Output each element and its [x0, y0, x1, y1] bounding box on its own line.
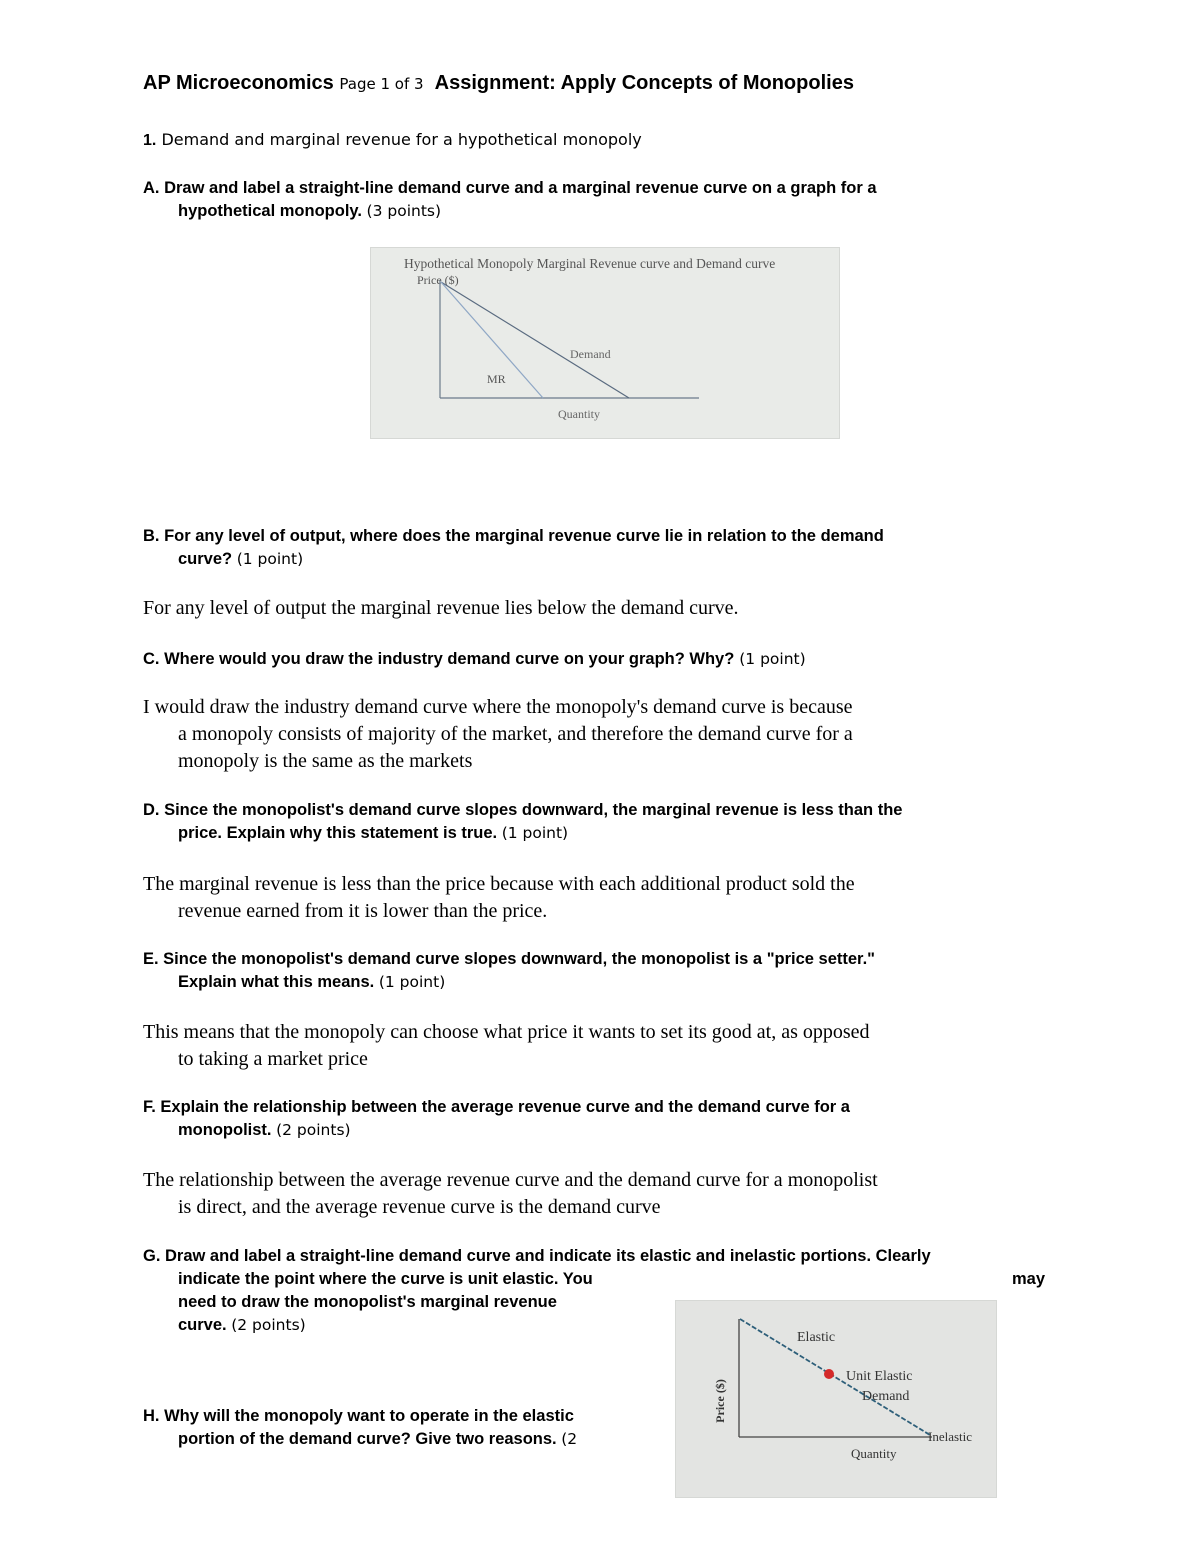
question-e-line2: Explain what this means.: [178, 973, 375, 991]
page-header: [143, 72, 854, 95]
answer-e-line1: This means that the monopoly can choose what price it wants to set its good at, as opposed: [143, 1021, 870, 1043]
answer-d-line2: revenue earned from it is lower than the price.: [178, 900, 548, 922]
assignment-title: Assignment: Apply Concepts of Monopolies: [434, 72, 854, 94]
answer-e-line2: to taking a market price: [178, 1048, 368, 1070]
question-h-line1: H. Why will the monopoly want to operate in the elastic: [143, 1407, 574, 1425]
question-g: [143, 1245, 1063, 1268]
question-h-points: (2: [561, 1430, 578, 1448]
figure2-inelastic-label: Inelastic: [928, 1429, 973, 1444]
section-number: 1.: [143, 132, 157, 149]
figure2-x-label: Quantity: [851, 1446, 897, 1461]
figure2-demand-label: Demand: [862, 1389, 910, 1404]
answer-c-line3: monopoly is the same as the markets: [178, 750, 473, 772]
question-d: [143, 799, 1063, 845]
question-g-continued: [178, 1268, 678, 1337]
figure1-demand-label: Demand: [570, 347, 611, 361]
question-g-line1: G. Draw and label a straight-line demand curve and indicate its elastic and inelastic portions. Clearly: [143, 1247, 931, 1265]
question-h: [143, 1405, 663, 1451]
section-heading: [143, 130, 642, 150]
question-d-line1: D. Since the monopolist's demand curve slopes downward, the marginal revenue is less than the: [143, 801, 903, 819]
figure-monopoly-svg: [371, 248, 839, 438]
answer-f: [143, 1167, 1043, 1221]
question-e-line1: E. Since the monopolist's demand curve slopes downward, the monopolist is a "price setter.": [143, 950, 875, 968]
figure2-unit-elastic-label: Unit Elastic: [846, 1369, 913, 1384]
question-b-points: (1 point): [236, 550, 304, 568]
page-number: Page 1 of 3: [339, 75, 424, 93]
question-g-points: (2 points): [231, 1316, 306, 1334]
question-g-line4: curve.: [178, 1316, 227, 1334]
question-b-line2: curve?: [178, 550, 233, 568]
figure-monopoly-mr-demand: [370, 247, 840, 439]
answer-d-line1: The marginal revenue is less than the price because with each additional product sold the: [143, 873, 855, 895]
question-g-line2-end: [1012, 1268, 1062, 1291]
course-title: AP Microeconomics: [143, 72, 334, 94]
figure2-elastic-label: Elastic: [797, 1330, 836, 1345]
answer-b-line1: For any level of output the marginal revenue lies below the demand curve.: [143, 597, 739, 619]
question-b-line1: B. For any level of output, where does the marginal revenue curve lie in relation to the demand: [143, 527, 884, 545]
answer-b: [143, 595, 1043, 622]
question-g-line2: indicate the point where the curve is unit elastic. You: [178, 1270, 593, 1288]
question-d-line2: price. Explain why this statement is true.: [178, 824, 498, 842]
answer-f-line1: The relationship between the average revenue curve and the demand curve for a monopolist: [143, 1169, 878, 1191]
figure-elasticity: [675, 1300, 997, 1498]
question-g-line3: need to draw the monopolist's marginal revenue: [178, 1293, 557, 1311]
question-e: [143, 948, 1063, 994]
figure1-y-label: Price ($): [417, 273, 459, 287]
question-a-points: (3 points): [366, 202, 442, 220]
figure-elasticity-svg: [676, 1301, 996, 1497]
figure1-x-label: Quantity: [558, 407, 600, 421]
question-d-points: (1 point): [501, 824, 569, 842]
question-f: [143, 1096, 1063, 1142]
answer-e: [143, 1019, 1043, 1073]
question-c-points: (1 point): [734, 650, 806, 668]
question-f-points: (2 points): [276, 1121, 351, 1139]
answer-c: [143, 694, 1043, 775]
question-f-line2: monopolist.: [178, 1121, 272, 1139]
question-e-points: (1 point): [378, 973, 446, 991]
question-h-line2: portion of the demand curve? Give two reasons.: [178, 1430, 557, 1448]
question-c-line1: C. Where would you draw the industry demand curve on your graph? Why?: [143, 650, 735, 668]
answer-c-line2: a monopoly consists of majority of the market, and therefore the demand curve for a: [178, 723, 853, 745]
question-g-line2-end-text: may: [1012, 1270, 1046, 1288]
question-c: [143, 648, 1063, 671]
figure1-title: Hypothetical Monopoly Marginal Revenue curve and Demand curve: [404, 256, 776, 271]
question-f-line1: F. Explain the relationship between the average revenue curve and the demand curve for a: [143, 1098, 850, 1116]
figure1-demand-curve: [441, 282, 629, 398]
question-a-line2: hypothetical monopoly.: [178, 202, 362, 220]
figure1-mr-label: MR: [487, 372, 506, 386]
answer-c-line1: I would draw the industry demand curve where the monopoly's demand curve is because: [143, 696, 853, 718]
figure2-y-label: Price ($): [713, 1379, 727, 1423]
answer-f-line2: is direct, and the average revenue curve is the demand curve: [178, 1196, 661, 1218]
question-b: [143, 525, 1063, 571]
unit-elastic-point: [824, 1369, 834, 1379]
question-a-line1: A. Draw and label a straight-line demand curve and a marginal revenue curve on a graph for a: [143, 179, 877, 197]
answer-d: [143, 871, 1043, 925]
question-a: [143, 177, 1063, 223]
section-title: Demand and marginal revenue for a hypothetical monopoly: [161, 130, 642, 149]
